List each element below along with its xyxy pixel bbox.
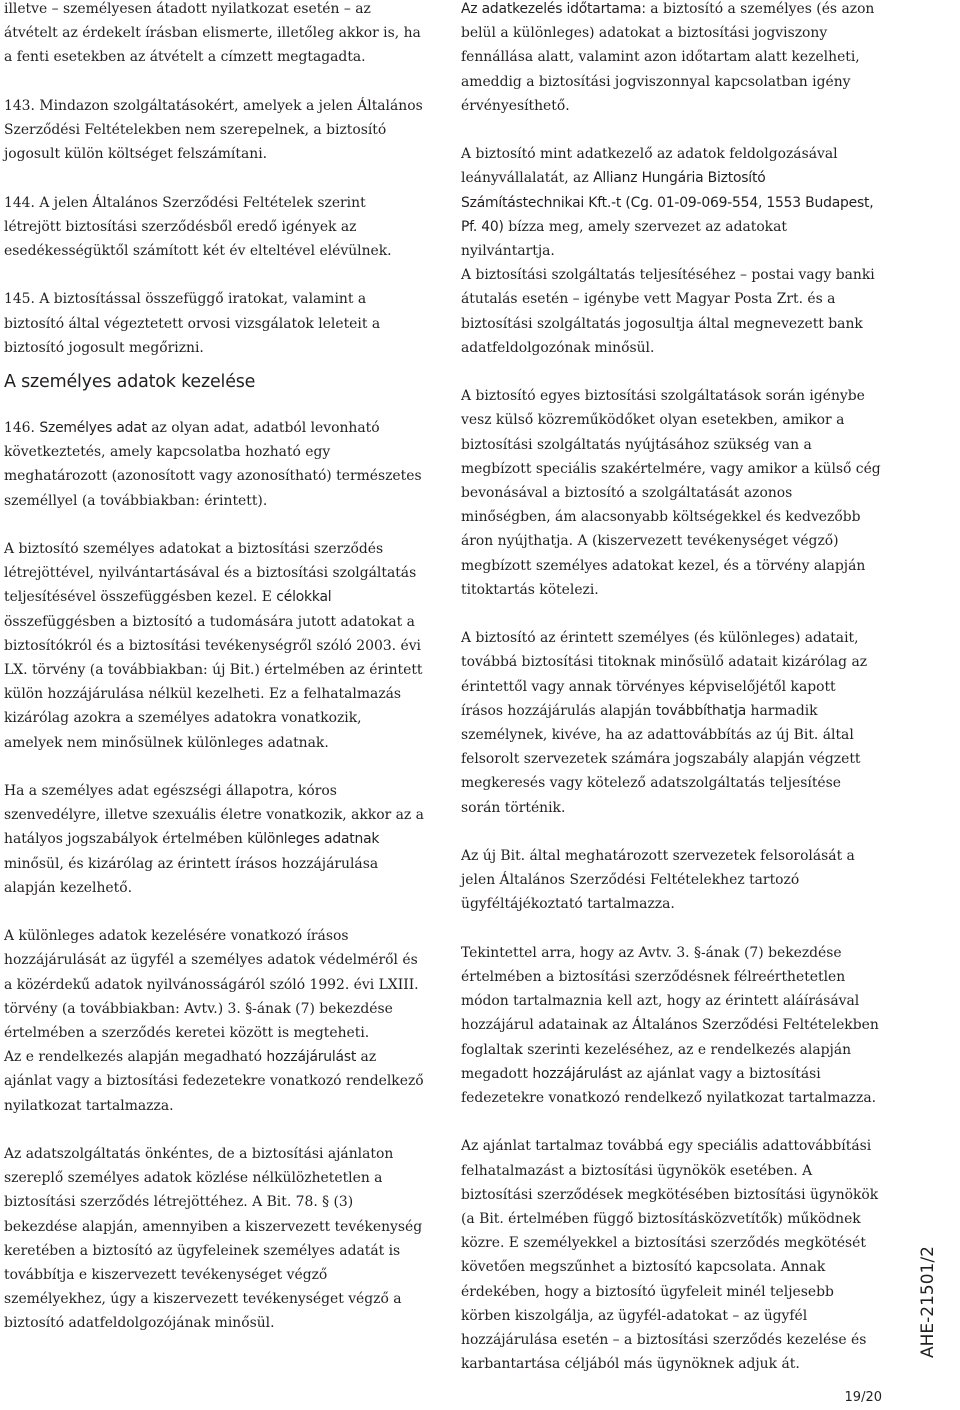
paragraph-processor-text-a: A biztosító mint adatkezelő az adatok feldolgozásával leányvállalatát, az <box>461 146 838 187</box>
paragraph-transfer <box>461 626 881 820</box>
term-transfer: továbbíthatja <box>655 702 747 719</box>
term-processor-company: Allianz Hungária Biztosító Számítástechnikai Kft.-t (Cg. 01-09-069-554, 1553 Budapest, Pf. 40) <box>461 170 874 235</box>
paragraph-org-list: Az új Bit. által meghatározott szervezetek felsorolását a jelen Általános Szerződési Feltételekhez tartozó ügyféltájékoztató tartalmazza. <box>461 848 855 913</box>
paragraph-consent-2-text-b: az ajánlat vagy a biztosítási fedezetekre vonatkozó rendelkező nyilatkozat tartalmazza. <box>4 1049 424 1114</box>
paragraph-postal: A biztosítási szolgáltatás teljesítéséhez – postai vagy banki átutalás esetén – igénybe vett Magyar Posta Zrt. és a biztosítási szolgáltatás jogosultja által megnevezett bank adatfeldolgozónak minősül. <box>461 267 875 356</box>
paragraph-consent-2 <box>4 1045 424 1118</box>
paragraph-transfer-text-a: A biztosító az érintett személyes (és különleges) adatait, továbbá biztosítási titoknak minősülő adatait kizárólag az érintettől vagy annak törvényes képviselőjétől kapott írásos hozzájárulás alapján <box>461 630 868 719</box>
paragraph-avtv <box>461 941 881 1110</box>
term-personal-data: Személyes adat <box>39 420 147 436</box>
paragraph-146-text: az olyan adat, adatból levonható következtetés, amely kapcsolatba hozható egy meghatározott (azonosított vagy azonosítható) természetes személlyel (a továbbiakban: érintett). <box>4 420 422 509</box>
paragraph-special-data <box>4 779 424 900</box>
paragraph-voluntary: Az adatszolgáltatás önkéntes, de a biztosítási ajánlaton szereplő személyes adatok közlése nélkülözhetetlen a biztosítási szerződés létrejöttéhez. A Bit. 78. § (3) bekezdése alapján, amennyiben a kiszervezett tevékenység keretében a biztosító az ügyfeleinek személyes adatát is továbbítja e kiszervezett tevékenységet végző személyekhez, úgy a kiszervezett tevékenységet végző a biztosító adatfeldolgozójának minősül. <box>4 1146 423 1332</box>
paragraph-145: 145. A biztosítással összefüggő iratokat, valamint a biztosító által végeztetett orvosi vizsgálatok leleteit a biztosító jogosult megőrizni. <box>4 291 381 356</box>
left-column <box>4 0 424 1360</box>
paragraph-consent-1: A különleges adatok kezelésére vonatkozó írásos hozzájárulását az ügyfél a személyes adatok védelméről és a közérdekű adatok nyilvánosságáról szóló 1992. évi LXIII. törvény (a továbbiakban: Avtv.) 3. §-ának (7) bekezdése értelmében a szerződés keretei között is megteheti. <box>4 928 419 1042</box>
paragraph-purpose <box>4 537 424 755</box>
paragraph-special-text-a: Ha a személyes adat egészségi állapotra, kóros szenvedélyre, illetve szexuális életre vonatkozik, akkor az a hatályos jogszabályok értelmében <box>4 783 424 848</box>
paragraph-avtv-text-a: Tekintettel arra, hogy az Avtv. 3. §-ának (7) bekezdése értelmében a biztosítási szerződésnek félreérthetetlen módon tartalmaznia kell azt, hogy az érintett aláírásával hozzájárul adatainak az Általános Szerződési Feltételekben foglaltak szerinti kezeléséhez, az e rendelkezés alapján megadott <box>461 944 879 1082</box>
term-duration: Az adatkezelés időtartama: <box>461 1 646 17</box>
term-special-data: különleges adatnak <box>247 831 380 848</box>
paragraph-144: 144. A jelen Általános Szerződési Feltételek szerint létrejött biztosítási szerződésből eredő igények az esedékességüktől számított két év elteltével elévülnek. <box>4 194 392 259</box>
paragraph-external: A biztosító egyes biztosítási szolgáltatások során igénybe vesz külső közreműködőket olyan esetekben, amikor a biztosítási szolgáltatás nyújtásához szükség van a megbízott speciális szakértelmére, vagy amikor a külső cég bevonásával a biztosító a szolgáltatását azonos minőségben, ám alacsonyabb költségekkel és kedvezőbb áron nyújthatja. A (kiszervezett tevékenységet végző) megbízott személyes adatokat kezel, és a törvény alapján titoktartás kötelezi. <box>461 388 881 598</box>
paragraph-146-num: 146. <box>4 420 40 436</box>
term-consent-2: hozzájárulást <box>532 1065 623 1082</box>
paragraph-intro: illetve – személyesen átadott nyilatkozat esetén – az átvételt az érdekelt írásban elismerte, illetőleg akkor is, ha a fenti esetekben az átvételt a címzett megtagadta. <box>4 1 421 66</box>
paragraph-consent-2-text-a: Az e rendelkezés alapján megadható <box>4 1049 267 1066</box>
term-consent: hozzájárulást <box>266 1049 357 1066</box>
paragraph-agents: Az ajánlat tartalmaz továbbá egy speciális adattovábbítási felhatalmazást a biztosítási ügynökök esetében. A biztosítási szerződések megkötésében biztosítási ügynökök (a Bit. értelmében függő biztosításközvetítők) működnek közre. E személyekkel a biztosítási szerződés megkötését követően megszűnhet a biztosító kapcsolata. Annak érdekében, hogy a biztosító ügyfeleit minél teljesebb körben kiszolgálja, az ügyfél-adatokat – az ügyfél hozzájárulása esetén – a biztosítási szerződés kezelése és karbantartása céljából más ügynöknek adjuk át. <box>461 1138 879 1373</box>
paragraph-avtv-text-b: az ajánlat vagy a biztosítási fedezetekre vonatkozó rendelkező nyilatkozat tartalmazza. <box>461 1065 877 1107</box>
term-purposes: célokkal <box>276 589 332 606</box>
paragraph-146 <box>4 416 424 513</box>
document-code: AHE-21501/2 <box>918 1246 938 1358</box>
paragraph-special-text-b: minősül, és kizárólag az érintett írásos hozzájárulása alapján kezelhető. <box>4 855 379 896</box>
paragraph-purpose-text-a: A biztosító személyes adatokat a biztosítási szerződés létrejöttével, nyilvántartásával és a biztosítási szolgáltatás teljesítésével összefüggésben kezel. E <box>4 541 417 606</box>
page-number: 19/20 <box>844 1390 882 1405</box>
paragraph-purpose-text-b: összefüggésben a biztosító a tudomására jutott adatokat a biztosítókról és a biztosítási tevékenységről szóló 2003. évi LX. törvény (a továbbiakban: új Bit.) értelmében az érintett külön hozzájárulása nélkül kezelheti. Ez a felhatalmazás kizárólag azokra a személyes adatokra vonatkozik, amelyek nem minősülnek különleges adatnak. <box>4 613 423 751</box>
paragraph-143: 143. Mindazon szolgáltatásokért, amelyek a jelen Általános Szerződési Feltételekben nem szerepelnek, a biztosító jogosult külön költséget felszámítani. <box>4 97 423 163</box>
paragraph-duration <box>461 0 881 118</box>
right-column <box>461 0 881 1401</box>
paragraph-duration-text: a biztosító a személyes (és azon belül a különleges) adatokat a biztosítási jogviszony fennállása alatt, valamint azon időtartam alatt kezelheti, ameddig a biztosítási jogviszonnyal kapcsolatban igény érvényesíthető. <box>461 1 875 114</box>
paragraph-processor-text-b: bízza meg, amely szervezet az adatokat nyilvántartja. <box>461 218 787 260</box>
paragraph-transfer-text-b: harmadik személynek, kivéve, ha az adattovábbítás az új Bit. által felsorolt szervezetek számára jogszabály alapján végzett megkeresés vagy kötelező adatszolgáltatás teljesítése során történik. <box>461 702 861 816</box>
section-heading: A személyes adatok kezelése <box>4 372 256 392</box>
paragraph-processor <box>461 142 881 263</box>
